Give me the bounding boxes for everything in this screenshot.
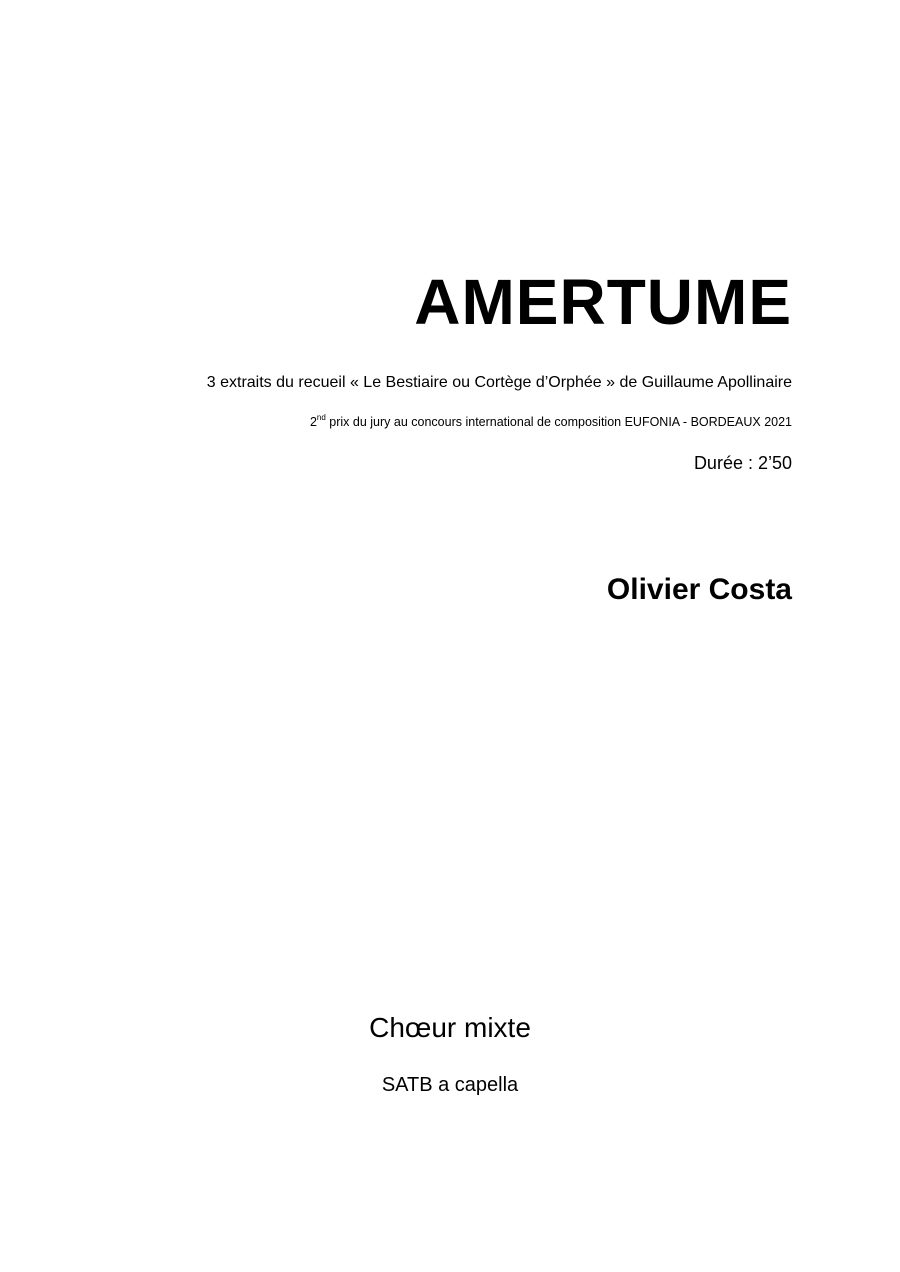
ensemble-label: Chœur mixte (369, 1012, 531, 1043)
voicing-label: SATB a capella (381, 1074, 519, 1096)
prize-ordinal-number: 2 (309, 415, 317, 429)
work-title: AMERTUME (414, 266, 792, 338)
prize-ordinal-suffix: nd (316, 413, 326, 422)
duration-text: Durée : 2’50 (693, 453, 792, 473)
prize-text: prix du jury au concours international de composition EUFONIA - BORDEAUX 2021 (325, 415, 792, 429)
prize-line (310, 412, 792, 432)
work-subtitle: 3 extraits du recueil « Le Bestiaire ou Cortège d’Orphée » de Guillaume Apollinaire (206, 374, 792, 391)
composer-name: Olivier Costa (606, 573, 792, 606)
